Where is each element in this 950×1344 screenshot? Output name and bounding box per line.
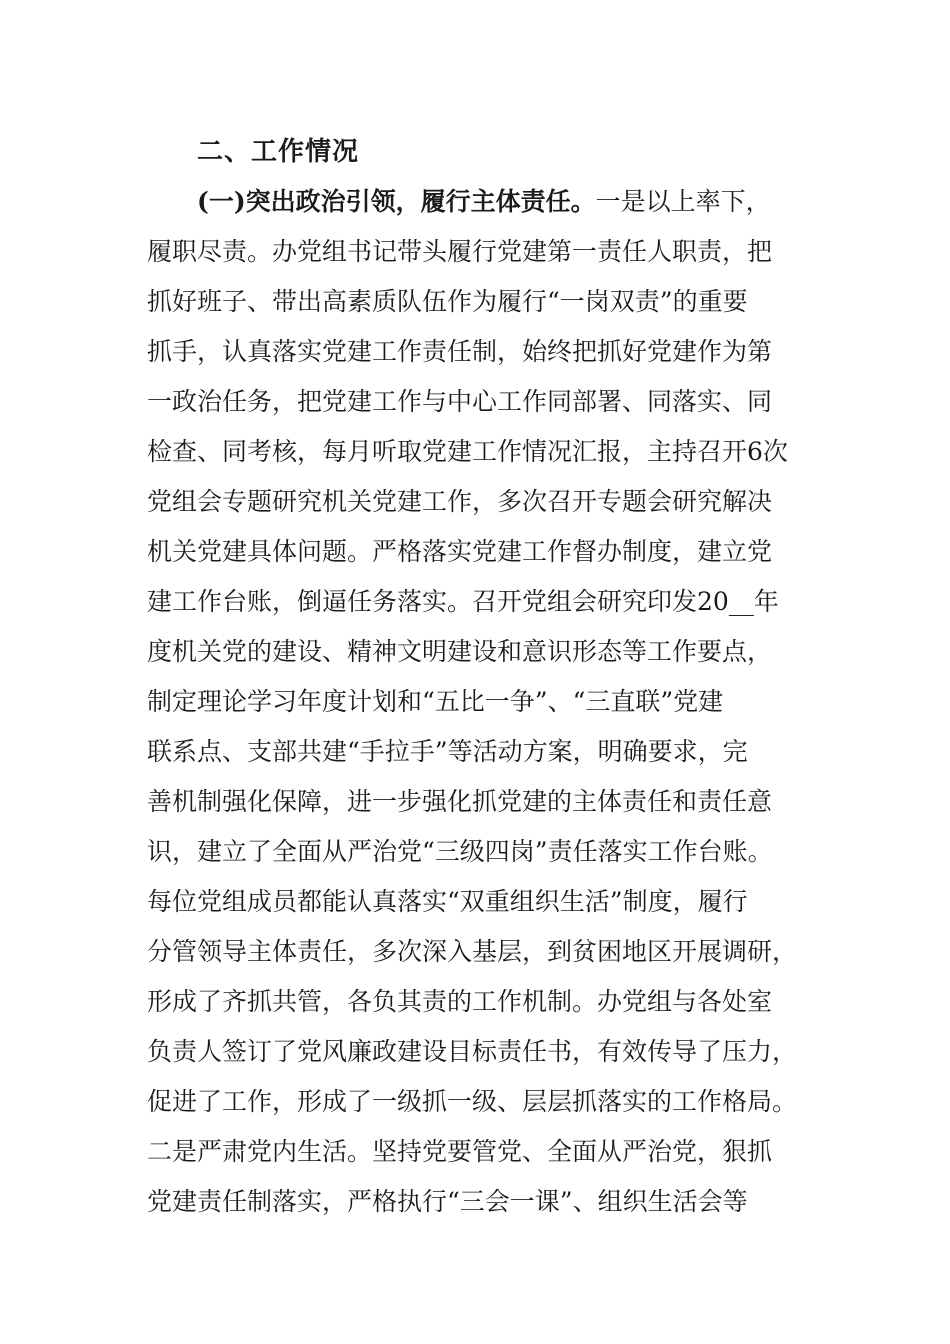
paragraph-lead-bold: (一)突出政治引领，履行主体责任。	[197, 187, 596, 216]
paragraph-line: 联系点、支部共建“手拉手”等活动方案，明确要求，完	[147, 737, 748, 766]
paragraph-line: 二是严肃党内生活。坚持党要管党、全面从严治党，狠抓	[147, 1137, 773, 1166]
paragraph-line: 分管领导主体责任，多次深入基层，到贫困地区开展调研，	[147, 937, 798, 966]
paragraph-line: 检查、同考核，每月听取党建工作情况汇报，主持召开6次	[147, 437, 788, 466]
paragraph-line: 机关党建具体问题。严格落实党建工作督办制度，建立党	[147, 537, 773, 566]
paragraph-line: 建工作台账，倒逼任务落实。召开党组会研究印发20__年	[147, 587, 779, 616]
paragraph-first-line	[197, 182, 771, 222]
paragraph-line: 履职尽责。办党组书记带头履行党建第一责任人职责，把	[147, 237, 773, 266]
paragraph-line: 抓手，认真落实党建工作责任制，始终把抓好党建作为第	[147, 337, 773, 366]
paragraph-line: 抓好班子、带出高素质队伍作为履行“一岗双责”的重要	[147, 287, 748, 316]
paragraph-line: 促进了工作，形成了一级抓一级、层层抓落实的工作格局。	[147, 1087, 798, 1116]
paragraph-line: 负责人签订了党风廉政建设目标责任书，有效传导了压力，	[147, 1037, 798, 1066]
paragraph-line: 善机制强化保障，进一步强化抓党建的主体责任和责任意	[147, 787, 773, 816]
paragraph-line: 党组会专题研究机关党建工作，多次召开专题会研究解决	[147, 487, 773, 516]
paragraph-line: 形成了齐抓共管，各负其责的工作机制。办党组与各处室	[147, 987, 773, 1016]
paragraph-line: 度机关党的建设、精神文明建设和意识形态等工作要点，	[147, 637, 773, 666]
paragraph-first-line-text: 一是以上率下，	[595, 187, 771, 216]
paragraph-line: 党建责任制落实，严格执行“三会一课”、组织生活会等	[147, 1187, 748, 1216]
paragraph-line: 每位党组成员都能认真落实“双重组织生活”制度，履行	[147, 887, 748, 916]
section-heading: 二、工作情况	[197, 137, 360, 167]
paragraph-line: 制定理论学习年度计划和“五比一争”、“三直联”党建	[147, 687, 724, 716]
paragraph-line: 识，建立了全面从严治党“三级四岗”责任落实工作台账。	[147, 837, 773, 866]
paragraph-line: 一政治任务，把党建工作与中心工作同部署、同落实、同	[147, 387, 773, 416]
